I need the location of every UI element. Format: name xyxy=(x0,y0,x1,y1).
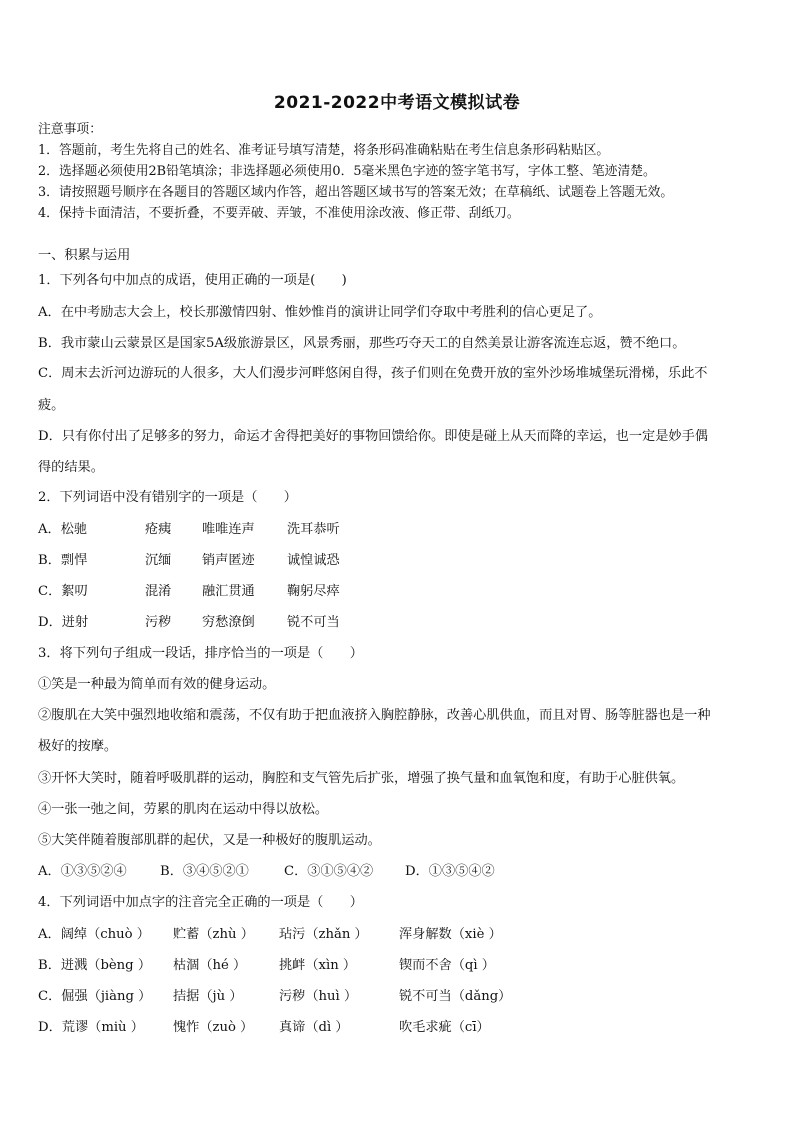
option-cell: D．①③⑤④② xyxy=(405,864,495,879)
option-cell: 穷愁潦倒 xyxy=(202,615,255,630)
notice-item: 3．请按照题号顺序在各题目的答题区域内作答，超出答题区域书写的答案无效；在草稿纸、试题卷上答题无效。 xyxy=(38,185,674,200)
option-cell: C．絮叨 xyxy=(38,584,88,599)
option-cell: 洗耳恭听 xyxy=(287,522,340,537)
option-cell: D．荒谬（miù ） xyxy=(38,1020,144,1035)
question-stem: 2．下列词语中没有错别字的一项是（ ） xyxy=(38,490,297,505)
option-cell: B．③④⑤②① xyxy=(160,864,249,879)
option-cell: 污秽（huì ） xyxy=(279,989,358,1004)
option-cell: 锐不可当 xyxy=(287,615,340,630)
option-cell: 枯涸（hé ） xyxy=(173,958,247,973)
option-cell: 鞠躬尽瘁 xyxy=(287,584,340,599)
option-cell: 挑衅（xìn ） xyxy=(279,958,357,973)
notice-item: 2．选择题必须使用2B铅笔填涂；非选择题必须使用0．5毫米黑色字迹的签字笔书写，字体工整、笔迹清楚。 xyxy=(38,164,656,179)
option-cell: 融汇贯通 xyxy=(202,584,255,599)
option-cell: A．阔绰（chuò ） xyxy=(38,927,150,942)
option-cell: 混淆 xyxy=(145,584,172,599)
notice-heading: 注意事项： xyxy=(38,122,102,137)
option-row xyxy=(38,927,502,943)
sentence: ①笑是一种最为简单而有效的健身运动。 xyxy=(38,677,276,692)
option-cell: 疮痍 xyxy=(145,522,172,537)
option-cell: 销声匿迹 xyxy=(202,553,255,568)
option-row xyxy=(38,553,340,569)
option-cell: 吹毛求疵（cī） xyxy=(399,1020,490,1035)
option-cell: 诚惶诚恐 xyxy=(287,553,340,568)
option-cell: B．剽悍 xyxy=(38,553,88,568)
notice-item: 1．答题前，考生先将自己的姓名、准考证号填写清楚，将条形码准确粘贴在考生信息条形码粘贴区。 xyxy=(38,143,610,158)
question-option: D．只有你付出了足够多的努力，命运才舍得把美好的事物回馈给你。即使是碰上从天而降的幸运，也一定是妙手偶 xyxy=(38,429,708,444)
notice-item: 4．保持卡面清洁，不要折叠，不要弄破、弄皱，不准使用涂改液、修正带、刮纸刀。 xyxy=(38,206,520,221)
question-stem: 3．将下列句子组成一段话，排序恰当的一项是（ ） xyxy=(38,646,363,661)
option-cell: 污秽 xyxy=(145,615,172,630)
question-option-continued: 得的结果。 xyxy=(38,460,104,475)
option-cell: 玷污（zhǎn ） xyxy=(279,927,368,942)
option-cell: C．③①⑤④② xyxy=(284,864,374,879)
option-cell: C．倔强（jiàng ） xyxy=(38,989,152,1004)
option-cell: 锲而不舍（qì ） xyxy=(399,958,495,973)
option-cell: 唯唯连声 xyxy=(202,522,255,537)
question-option: A．在中考励志大会上，校长那激情四射、惟妙惟肖的演讲让同学们夺取中考胜利的信心更足了。 xyxy=(38,305,602,320)
sentence: ③开怀大笑时，随着呼吸肌群的运动，胸腔和支气管先后扩张，增强了换气量和血氧饱和度，有助于心脏供氧。 xyxy=(38,771,685,786)
question-option: B．我市蒙山云蒙景区是国家5A级旅游景区，风景秀丽，那些巧夺天工的自然美景让游客流连忘返，赞不绝口。 xyxy=(38,336,686,351)
option-cell: A．①③⑤②④ xyxy=(38,864,127,879)
option-cell: 真谛（dì ） xyxy=(279,1020,349,1035)
option-cell: 贮蓄（zhù ） xyxy=(173,927,254,942)
option-cell: 浑身解数（xiè ） xyxy=(399,927,502,942)
question-option-continued: 疲。 xyxy=(38,398,65,413)
page-title: 2021-2022中考语文模拟试卷 xyxy=(273,93,521,113)
option-cell: B．迸溅（bèng ） xyxy=(38,958,152,973)
sentence: ②腹肌在大笑中强烈地收缩和震荡，不仅有助于把血液挤入胸腔静脉，改善心肌供血，而且对胃、肠等脏器也是一种 xyxy=(38,708,711,723)
option-row xyxy=(38,522,340,538)
option-cell: A．松驰 xyxy=(38,522,88,537)
sentence-continued: 极好的按摩。 xyxy=(38,739,118,754)
option-cell: 沉缅 xyxy=(145,553,172,568)
option-row xyxy=(38,989,511,1005)
section-heading: 一、积累与运用 xyxy=(38,248,131,263)
option-row xyxy=(38,864,495,880)
question-stem: 1．下列各句中加点的成语，使用正确的一项是( ) xyxy=(38,273,347,288)
question-option: C．周末去沂河边游玩的人很多，大人们漫步河畔悠闲自得，孩子们则在免费开放的室外沙场堆城堡玩滑梯，乐此不 xyxy=(38,366,708,381)
question-stem: 4．下列词语中加点字的注音完全正确的一项是（ ） xyxy=(38,895,363,910)
option-row xyxy=(38,615,340,631)
sentence: ⑤大笑伴随着腹部肌群的起伏，又是一种极好的腹肌运动。 xyxy=(38,833,381,848)
option-cell: 愧怍（zuò ） xyxy=(173,1020,254,1035)
option-cell: 锐不可当（dǎng） xyxy=(399,989,512,1004)
sentence: ④一张一弛之间，劳累的肌肉在运动中得以放松。 xyxy=(38,802,329,817)
option-cell: D．迸射 xyxy=(38,615,89,630)
option-row xyxy=(38,1020,490,1036)
option-row xyxy=(38,958,495,974)
option-row xyxy=(38,584,340,600)
option-cell: 拮据（jù ） xyxy=(173,989,243,1004)
